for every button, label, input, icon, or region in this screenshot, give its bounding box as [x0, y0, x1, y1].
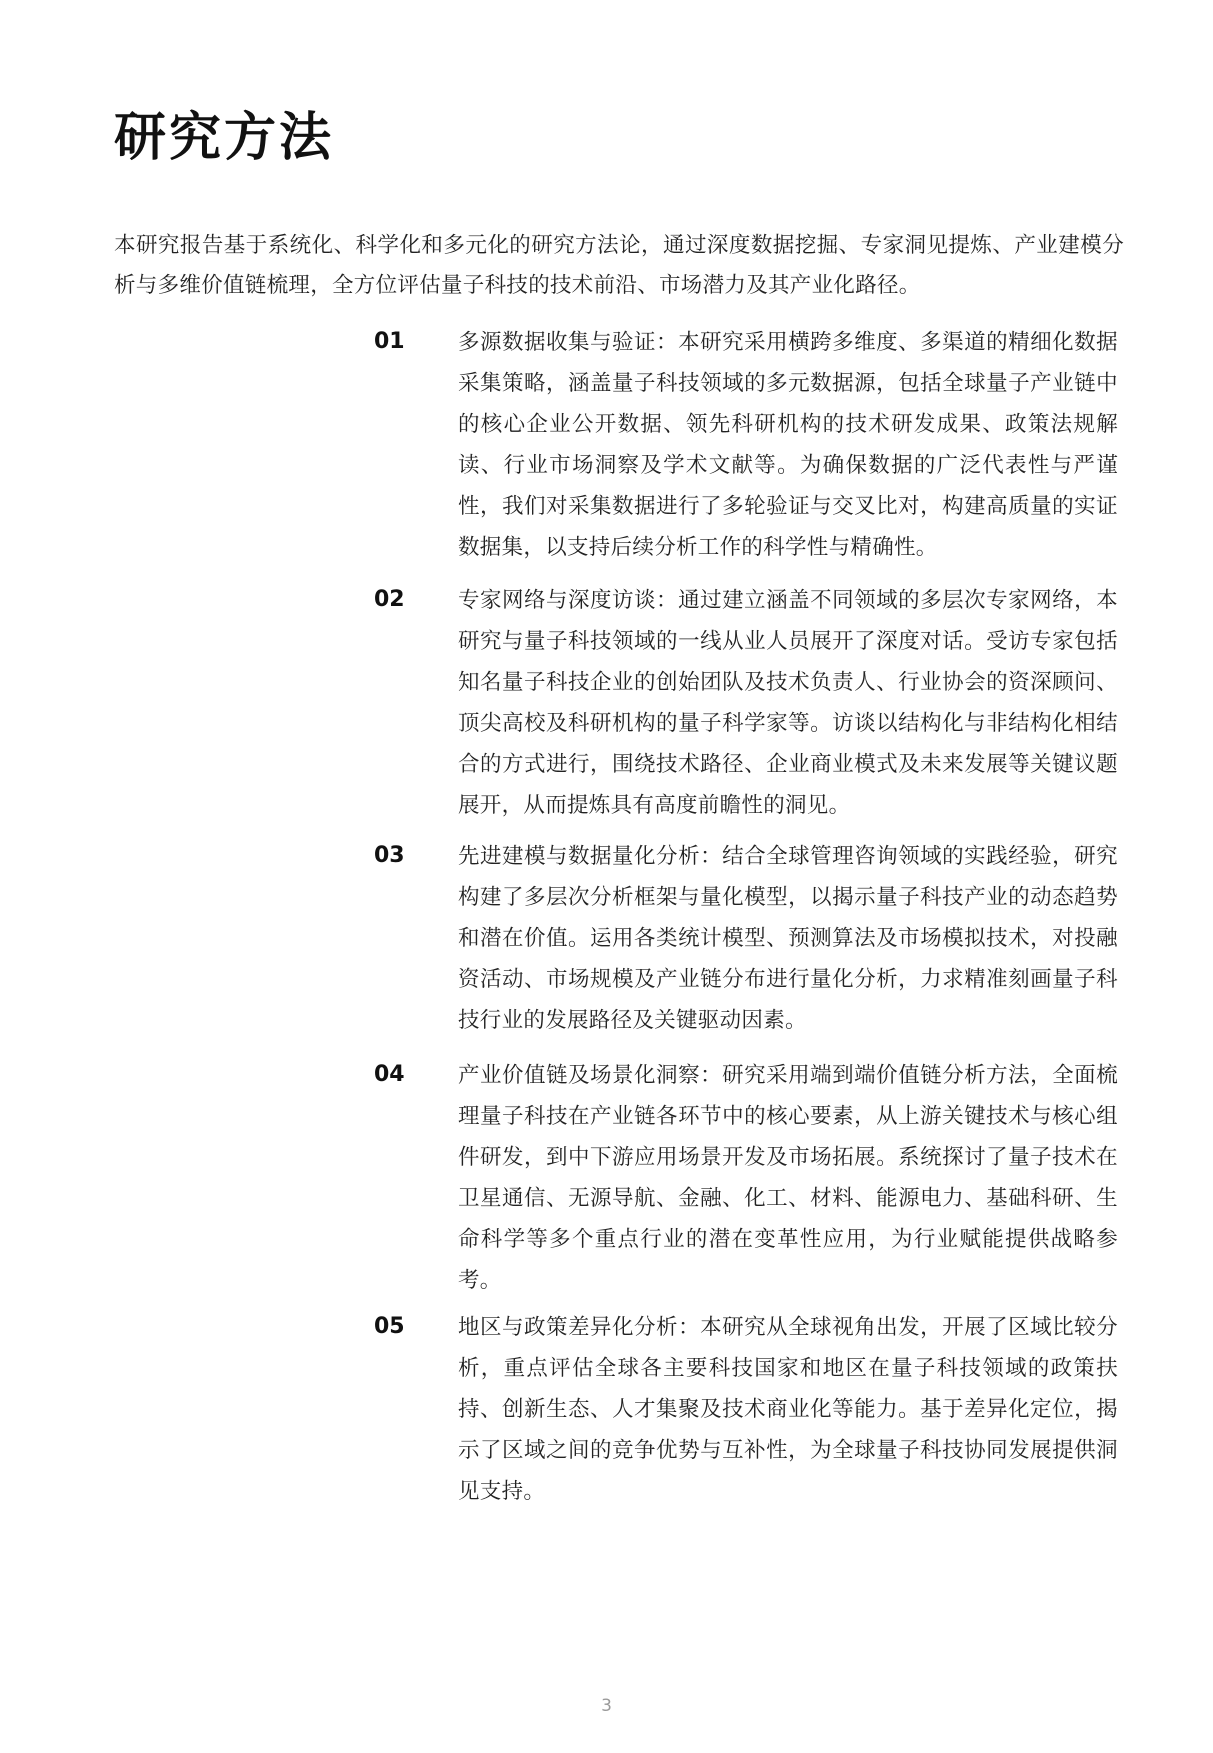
method-text: 专家网络与深度访谈：通过建立涵盖不同领域的多层次专家网络，本研究与量子科技领域的一线从业人员展开了深度对话。受访专家包括知名量子科技企业的创始团队及技术负责人、行业协会的资深顾问、顶尖高校及科研机构的量子科学家等。访谈以结构化与非结构化相结合的方式进行，围绕技术路径、企业商业模式及未来发展等关键议题展开，从而提炼具有高度前瞻性的洞见。: [458, 588, 1118, 818]
method-number: 05: [374, 1314, 405, 1339]
method-number: 03: [374, 843, 405, 868]
method-number: 04: [374, 1062, 405, 1087]
method-text: 先进建模与数据量化分析：结合全球管理咨询领域的实践经验，研究构建了多层次分析框架与量化模型，以揭示量子科技产业的动态趋势和潜在价值。运用各类统计模型、预测算法及市场模拟技术，对投融资活动、市场规模及产业链分布进行量化分析，力求精准刻画量子科技行业的发展路径及关键驱动因素。: [458, 844, 1118, 1033]
intro-paragraph: 本研究报告基于系统化、科学化和多元化的研究方法论，通过深度数据挖掘、专家洞见提炼、产业建模分析与多维价值链梳理，全方位评估量子科技的技术前沿、市场潜力及其产业化路径。: [114, 233, 1124, 298]
method-text: 地区与政策差异化分析：本研究从全球视角出发，开展了区域比较分析，重点评估全球各主要科技国家和地区在量子科技领域的政策扶持、创新生态、人才集聚及技术商业化等能力。基于差异化定位，揭示了区域之间的竞争优势与互补性，为全球量子科技协同发展提供洞见支持。: [458, 1315, 1118, 1504]
method-number: 02: [374, 587, 405, 612]
method-text: 产业价值链及场景化洞察：研究采用端到端价值链分析方法，全面梳理量子科技在产业链各环节中的核心要素，从上游关键技术与核心组件研发，到中下游应用场景开发及市场拓展。系统探讨了量子技术在卫星通信、无源导航、金融、化工、材料、能源电力、基础科研、生命科学等多个重点行业的潜在变革性应用，为行业赋能提供战略参考。: [458, 1063, 1118, 1293]
method-number: 01: [374, 329, 405, 354]
method-text: 多源数据收集与验证：本研究采用横跨多维度、多渠道的精细化数据采集策略，涵盖量子科技领域的多元数据源，包括全球量子产业链中的核心企业公开数据、领先科研机构的技术研发成果、政策法规解读、行业市场洞察及学术文献等。为确保数据的广泛代表性与严谨性，我们对采集数据进行了多轮验证与交叉比对，构建高质量的实证数据集，以支持后续分析工作的科学性与精确性。: [458, 330, 1118, 560]
page-number: 3: [601, 1696, 612, 1716]
page-title: 研究方法: [114, 108, 335, 168]
